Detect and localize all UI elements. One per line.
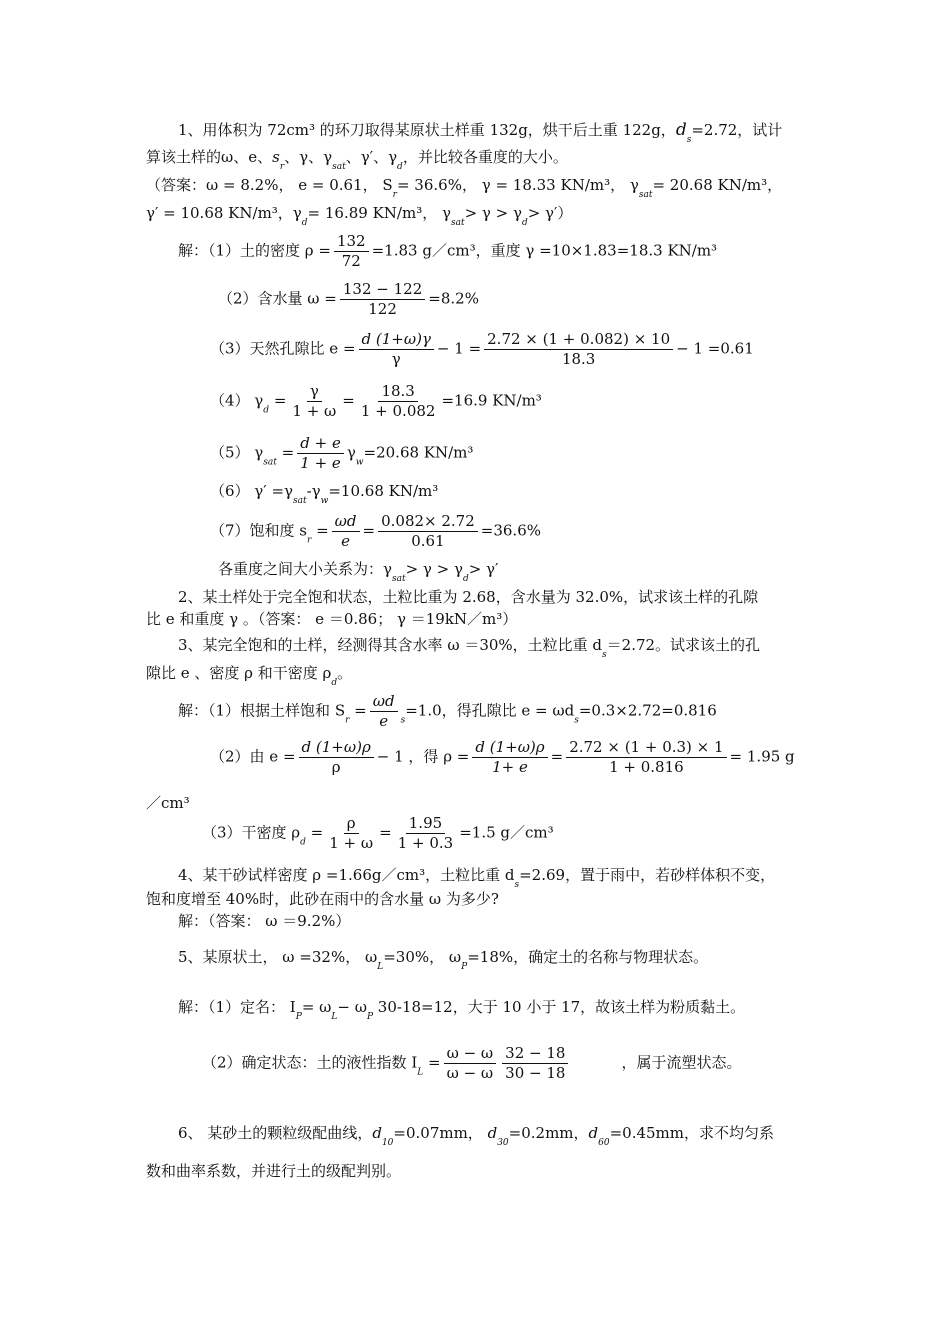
q1-sol3: （3）天然孔隙比 e = $\frac{d (1+\omega)\gamma}{\gamma}$ − 1 = $\frac{2.72 \times (1 + 0.082) \times 10}{18.3}$ − 1 =0.61	[210, 330, 754, 368]
fraction: $\frac{d (1+\omega)\rho}{1+ e}$	[472, 738, 547, 777]
fraction: $\frac{0.082\times 2.72}{0.61}$	[378, 512, 478, 551]
q5-sol1: 解：（1）定名： $I_P= \omega_L- \omega_P$ 30-18=12，大于 10 小于 17，故该土样为粉质黏土。	[178, 998, 746, 1022]
q1-compare: 各重度之间大小关系为：$\gamma_{sat}> \gamma > \gamma_d> \gamma'$	[218, 560, 499, 584]
fraction: $\frac{32 - 18}{30 - 18}$	[502, 1044, 568, 1083]
fraction: $\frac{\omega d}{e}$	[370, 692, 398, 731]
q5-line1: 5、某原状土， ω =32%， $\omega_L=30\%$， $\omega_P=18\%$，确定土的名称与物理状态。	[178, 948, 709, 972]
q3-line2: 隙比 e 、密度 ρ 和干密度 $\rho_d$。	[146, 664, 353, 688]
fraction: $\frac{132 - 122}{122}$	[340, 280, 425, 319]
fraction: $\frac{18.3}{1 + 0.082}$	[360, 382, 436, 420]
q4-line2: 饱和度增至 40%时，此砂在雨中的含水量 ω 为多少?	[146, 890, 499, 908]
q4-answer: 解：（答案： ω ＝9.2%）	[178, 912, 351, 930]
fraction: $\frac{\omega - \omega}{\omega - \omega}$	[444, 1044, 497, 1083]
q1-answer-line2: γ′ = 10.68 KN/m³，$\gamma_d= 16.89$ KN/m³， $\gamma_{sat}> \gamma > \gamma_d> \gamma'$）	[146, 204, 573, 228]
fraction: $\frac{2.72 \times (1 + 0.082) \times 10}{18.3}$	[484, 330, 673, 369]
q3-sol2-unit: ／cm³	[146, 794, 190, 812]
q6-line2: 数和曲率系数，并进行土的级配判别。	[146, 1162, 402, 1180]
q3-sol1: 解：（1）根据土样饱和 $S_r$ = $\frac{\omega d}{e}$ $_s$=1.0，得孔隙比 $e = \omega d_s=0.3\times 2.72=0.816$	[178, 692, 717, 730]
q3-sol2: （2）由 e = $\frac{d (1+\omega)\rho}{\rho}$ − 1 ，得 ρ = $\frac{d (1+\omega)\rho}{1+ e}$ = $\frac{2.72 \times (1 + 0.3) \times 1}{1 + 0.816}$ = 1.95 g	[210, 738, 795, 776]
q2-line2: 比 e 和重度 γ 。（答案： e ＝0.86； γ ＝19kN／m³）	[146, 610, 518, 628]
fraction: $\frac{\gamma}{1 + \omega}$	[292, 382, 337, 420]
q1-sol2: （2）含水量 ω = $\frac{132 - 122}{122}$ =8.2%	[218, 280, 479, 318]
q1-sol7: （7）饱和度 $s_r$ = $\frac{\omega d}{e}$ = $\frac{0.082\times 2.72}{0.61}$ =36.6%	[210, 512, 542, 550]
fraction: $\frac{d + e}{1 + e}$	[297, 434, 344, 473]
fraction: $\frac{d (1+\omega)\gamma}{\gamma}$	[359, 330, 434, 369]
q1-sol1: 解：（1）土的密度 ρ = $\frac{132}{72}$ =1.83 g／cm³，重度 γ =10×1.83=18.3 KN/m³	[178, 232, 718, 270]
q4-line1: 4、某干砂试样密度 ρ =1.66g／cm³，土粒比重 $d_s=2.69$，置于雨中，若砂样体积不变，	[178, 866, 776, 890]
q1-sol6: （6） $\gamma' =\gamma_{sat}-\gamma_w=10.68$ KN/m³	[210, 482, 439, 506]
q1-sol4: （4） $\gamma_d$ = $\frac{\gamma}{1 + \omega}$ = $\frac{18.3}{1 + 0.082}$ =16.9 KN/m³	[210, 382, 542, 420]
q2-line1: 2、某土样处于完全饱和状态，土粒比重为 2.68，含水量为 32.0%，试求该土样的孔隙	[178, 588, 759, 606]
q1-line1: 1、用体积为 72cm³ 的环刀取得某原状土样重 132g，烘干后土重 122g，$d_s=2.72$，试计	[178, 120, 783, 145]
fraction: $\frac{2.72 \times (1 + 0.3) \times 1}{1 + 0.816}$	[566, 738, 726, 777]
q3-line1: 3、某完全饱和的土样，经测得其含水率 ω ＝30%，土粒比重 $d_s=2.72$。试求该土的孔	[178, 636, 761, 660]
q6-line1: 6、 某砂土的颗粒级配曲线，$d_{10}=0.07mm$， $d_{30}=0.2mm$，$d_{60}=0.45mm$，求不均匀系	[178, 1124, 775, 1148]
q1-line2: 算该土样的ω、e、$s_r$、γ、$\gamma_{sat}$、γ′、$\gamma_d$，并比较各重度的大小。	[146, 148, 568, 172]
fraction: $\frac{132}{72}$	[334, 232, 369, 271]
fraction: $\frac{\omega d}{e}$	[332, 512, 360, 551]
fraction: $\frac{d (1+\omega)\rho}{\rho}$	[299, 738, 374, 777]
q1-sol5: （5） $\gamma_{sat}$ = $\frac{d + e}{1 + e}$ $\gamma_w=20.68$ KN/m³	[210, 434, 474, 472]
fraction: $\frac{\rho}{1 + \omega}$	[329, 814, 374, 852]
q5-sol2: （2）确定状态：土的液性指数 $I_L$ = $\frac{\omega - \omega}{\omega - \omega}$ $\frac{32 - 18}{30 - 18}$ ，属于流塑状态。	[202, 1044, 742, 1082]
q1-text: 1、用体积为 72cm³ 的环刀取得某原状土样重 132g，烘干后土重 122g，	[178, 121, 676, 139]
q1-answer-line1: （答案：ω = 8.2%， e = 0.61， $S_r= 36.6\%$， γ = 18.33 KN/m³， $\gamma_{sat}= 20.68$ KN/m³，	[146, 176, 783, 200]
q3-sol3: （3）干密度 $\rho_d$ = $\frac{\rho}{1 + \omega}$ = $\frac{1.95}{1 + 0.3}$ =1.5 g／cm³	[202, 814, 554, 852]
fraction: $\frac{1.95}{1 + 0.3}$	[397, 814, 454, 852]
